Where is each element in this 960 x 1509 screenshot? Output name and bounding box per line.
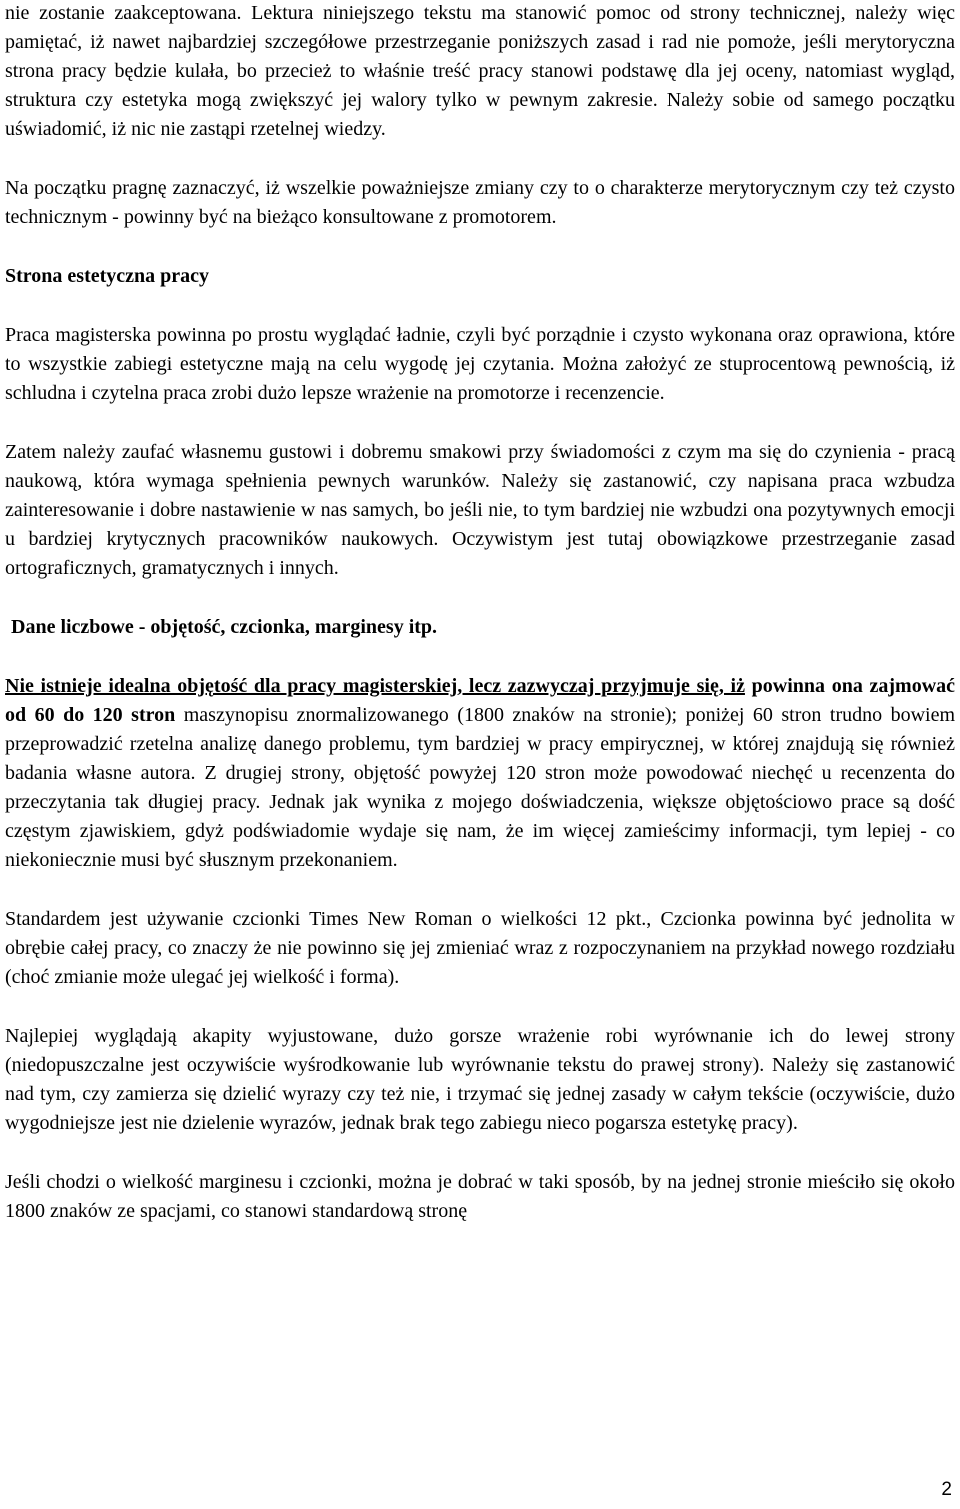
paragraph-margins: Jeśli chodzi o wielkość marginesu i czcionki, można je dobrać w taki sposób, by na jednej stronie mieściło się około 1800 znaków ze spacjami, co stanowi standardową stronę (5, 1171, 955, 1222)
paragraph-appearance: Praca magisterska powinna po prostu wyglądać ładnie, czyli być porządnie i czysto wykonana oraz oprawiona, które to wszystkie zabiegi estetyczne mają na celu wygodę jej czytania. Można założyć ze stuprocentową pewnością, iż schludna i czytelna praca zrobi dużo lepsze wrażenie na promotorze i recenzencie. (5, 324, 955, 404)
paragraph-font: Standardem jest używanie czcionki Times New Roman o wielkości 12 pkt., Czcionka powinna być jednolita w obrębie całej pracy, co znaczy że nie powinno się jej zmieniać wraz z rozpoczynaniem na przykład nowego rozdziału (choć zmianie może ulegać jej wielkość i forma). (5, 908, 955, 988)
section-heading-numbers: Dane liczbowe - objętość, czcionka, marginesy itp. (11, 616, 438, 638)
paragraph-length (5, 672, 955, 875)
paragraph-intro: nie zostanie zaakceptowana. Lektura niniejszego tekstu ma stanowić pomoc od strony technicznej, należy więc pamiętać, iż nawet najbardziej szczegółowe przestrzeganie poniższych zasad i rad nie pomoże, jeśli merytoryczna strona pracy będzie kulała, bo przecież to właśnie treść pracy stanowi podstawę dla jej oceny, natomiast wygląd, struktura czy estetyka mogą zwiększyć jej walory tylko w pewnym zakresie. Należy sobie od samego początku uświadomić, iż nic nie zastąpi rzetelnej wiedzy. (5, 2, 955, 140)
paragraph-taste: Zatem należy zaufać własnemu gustowi i dobremu smakowi przy świadomości z czym ma się do czynienia - pracą naukową, która wymaga spełnienia pewnych warunków. Należy się zastanowić, czy napisana praca wzbudza zainteresowanie i dobre nastawienie w nas samych, bo jeśli nie, to tym bardziej nie wzbudzi ona pozytywnych emocji u bardziej krytycznych pracowników naukowych. Oczywistym jest tutaj obowiązkowe przestrzeganie zasad ortograficznych, gramatycznych i innych. (5, 441, 955, 579)
length-rule-underlined: Nie istnieje idealna objętość dla pracy magisterskiej, lecz zazwyczaj przyjmuje się, iż (5, 675, 745, 697)
paragraph-consultation: Na początku pragnę zaznaczyć, iż wszelkie poważniejsze zmiany czy to o charakterze merytorycznym czy też czysto technicznym - powinny być na bieżąco konsultowane z promotorem. (5, 177, 955, 228)
document-page (5, 0, 955, 1226)
length-rule-bold: powinna ona zajmować od 60 do 120 stron (5, 675, 956, 726)
section-heading-aesthetics: Strona estetyczna pracy (5, 265, 210, 287)
page-number: 2 (941, 1479, 952, 1500)
length-rule-rest: maszynopisu znormalizowanego (1800 znaków na stronie); poniżej 60 stron trudno bowiem przeprowadzić rzetelna analizę danego problemu, tym bardziej w pracy empirycznej, w której znajdują się również badania własne autora. Z drugiej strony, objętość powyżej 120 stron może powodować niechęć u recenzenta do przeczytania tak długiej pracy. Jednak jak wynika z mojego doświadczenia, większe objętościowo prace są dość częstym zjawiskiem, gdyż podświadomie wydaje się nam, że im więcej zamieścimy informacji, tym lepiej - co niekoniecznie musi być słusznym przekonaniem. (5, 704, 956, 871)
paragraph-alignment: Najlepiej wyglądają akapity wyjustowane, dużo gorsze wrażenie robi wyrównanie ich do lewej strony (niedopuszczalne jest oczywiście wyśrodkowanie lub wyrównanie tekstu do prawej strony). Należy się zastanowić nad tym, czy zamierza się dzielić wyrazy czy też nie, i trzymać się jednej zasady w całym tekście (oczywiście, dużo wygodniejsze jest nie dzielenie wyrazów, jednak brak tego zabiegu nieco pogarsza estetykę pracy). (5, 1025, 955, 1134)
